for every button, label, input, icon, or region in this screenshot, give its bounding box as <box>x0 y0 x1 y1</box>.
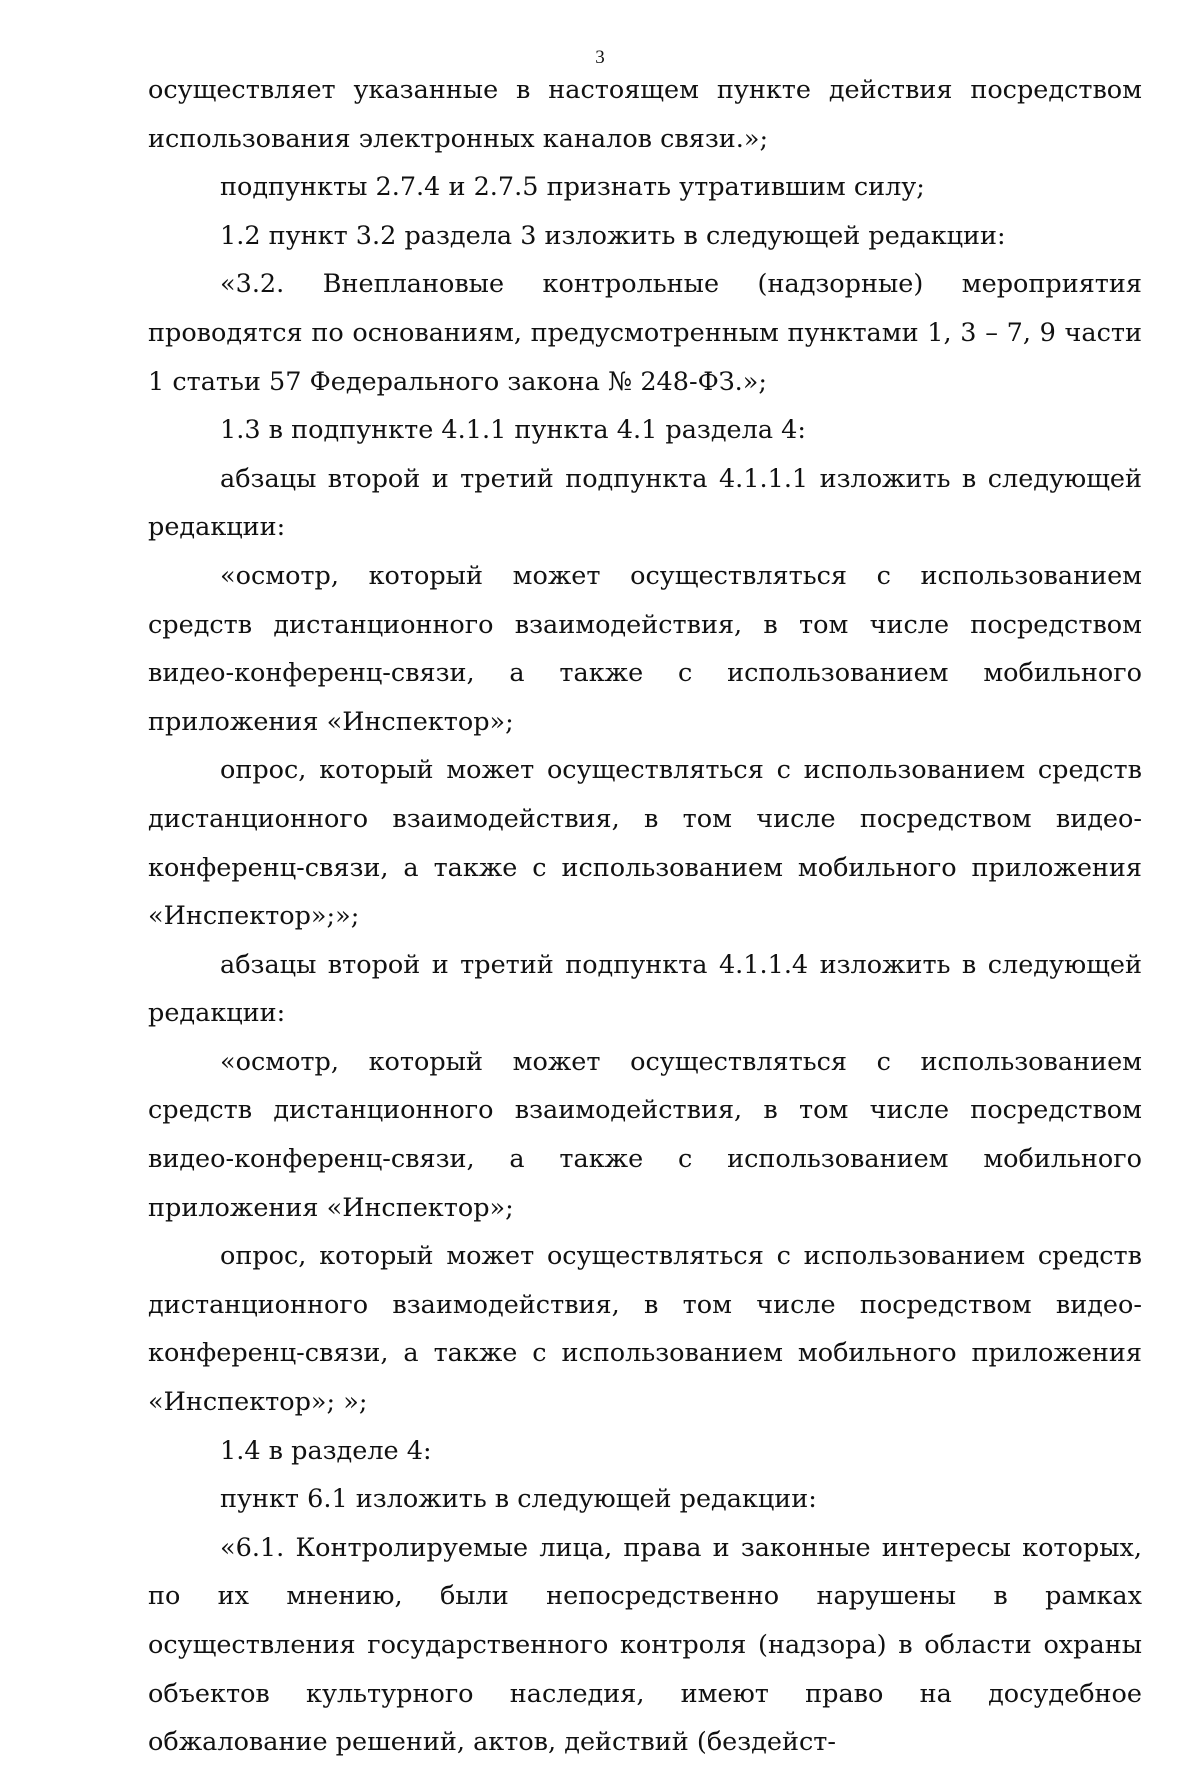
paragraph-12: 1.4 в разделе 4: <box>220 1435 432 1466</box>
paragraph-10: «осмотр, который может осуществляться с использованием средств дистанционного взаимодействия, в том числе посредством видео-конференц-связи, а также с использованием мобильного приложения «Инспектор»; <box>148 1046 1142 1223</box>
paragraph-7: «осмотр, который может осуществляться с использованием средств дистанционного взаимодействия, в том числе посредством видео-конференц-связи, а также с использованием мобильного приложения «Инспектор»; <box>148 560 1142 737</box>
paragraph-8: опрос, который может осуществляться с использованием средств дистанционного взаимодействия, в том числе посредством видео-конференц-связи, а также с использованием мобильного приложения «Инспектор»;»; <box>148 755 1142 932</box>
paragraph-11: опрос, который может осуществляться с использованием средств дистанционного взаимодействия, в том числе посредством видео-конференц-связи, а также с использованием мобильного приложения «Инспектор»; »; <box>148 1241 1142 1418</box>
paragraph-14: «6.1. Контролируемые лица, права и законные интересы которых, по их мнению, были непосредственно нарушены в рамках осуществления государственного контроля (надзора) в области охраны объектов культурного наследия, имеют право на досудебное обжалование решений, актов, действий (бездейст- <box>148 1532 1142 1758</box>
paragraph-5: 1.3 в подпункте 4.1.1 пункта 4.1 раздела 4: <box>220 415 806 446</box>
page-number: 3 <box>595 47 605 68</box>
paragraph-1: осуществляет указанные в настоящем пункте действия посредством использования электронных каналов связи.»; <box>148 75 1142 154</box>
paragraph-13: пункт 6.1 изложить в следующей редакции: <box>220 1484 817 1515</box>
paragraph-6: абзацы второй и третий подпункта 4.1.1.1 изложить в следующей редакции: <box>148 463 1142 543</box>
paragraph-3: 1.2 пункт 3.2 раздела 3 изложить в следующей редакции: <box>220 220 1006 251</box>
document-body <box>148 66 1142 1767</box>
paragraph-2: подпункты 2.7.4 и 2.7.5 признать утратившим силу; <box>220 172 925 203</box>
paragraph-4: «3.2. Внеплановые контрольные (надзорные) мероприятия проводятся по основаниям, предусмотренным пунктами 1, 3 – 7, 9 части 1 статьи 57 Федерального закона № 248-ФЗ.»; <box>148 269 1142 397</box>
paragraph-9: абзацы второй и третий подпункта 4.1.1.4 изложить в следующей редакции: <box>148 949 1142 1029</box>
